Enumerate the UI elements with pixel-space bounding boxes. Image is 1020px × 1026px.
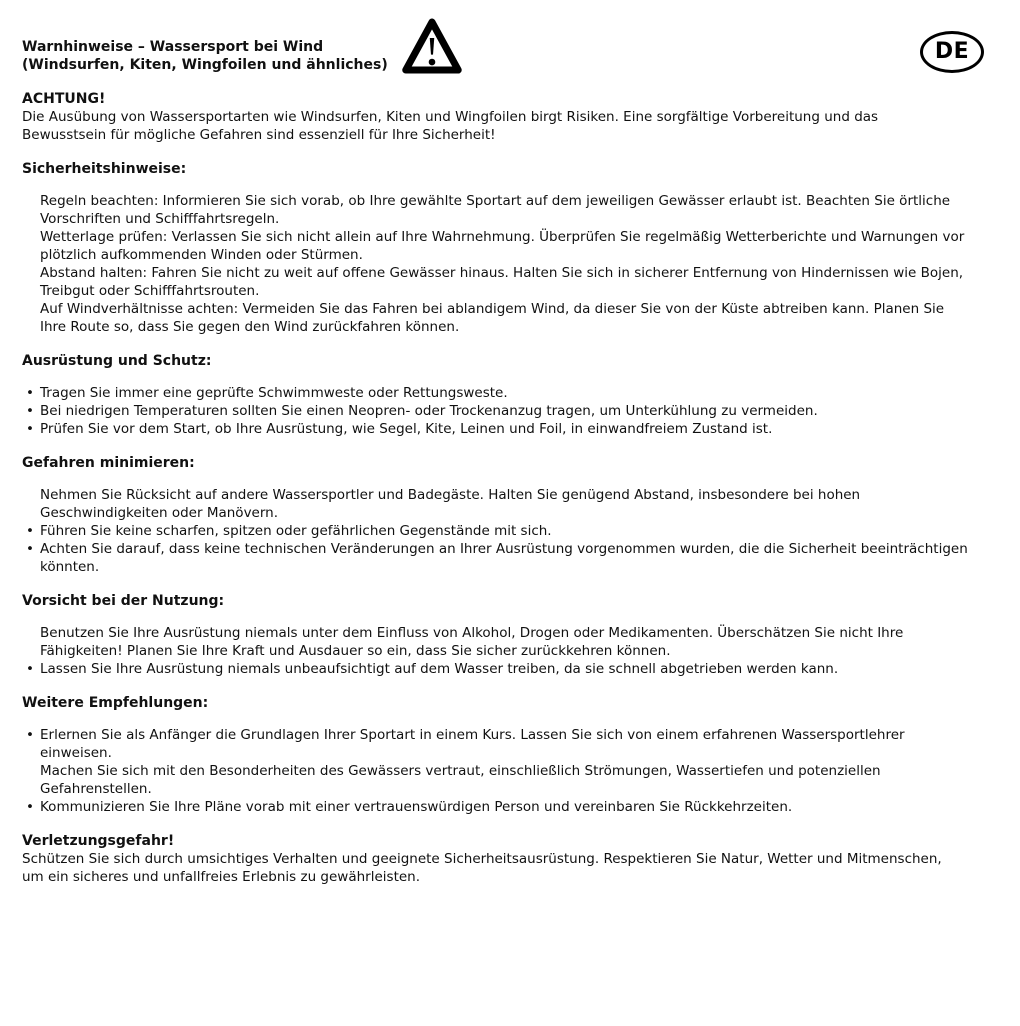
bullet-marker: • — [26, 385, 34, 401]
list-item — [22, 660, 974, 678]
section-heading: Vorsicht bei der Nutzung: — [22, 593, 225, 609]
bullet-marker: • — [26, 661, 34, 677]
list-item-text: Tragen Sie immer eine geprüfte Schwimmweste oder Rettungsweste. — [40, 385, 508, 401]
indented-paragraph: Benutzen Sie Ihre Ausrüstung niemals unter dem Einfluss von Alkohol, Drogen oder Medikamenten. Überschätzen Sie nicht Ihre Fähigkeiten! Planen Sie Ihre Kraft und Ausdauer so ein, dass Sie sicher zurückkehren können. — [40, 625, 904, 659]
section-achtung — [22, 90, 988, 144]
document-header — [22, 0, 988, 90]
section-heading: Verletzungsgefahr! — [22, 833, 175, 849]
language-badge — [920, 31, 984, 73]
section-vorsicht-bei-der-nutzung — [22, 592, 988, 678]
section-heading: Weitere Empfehlungen: — [22, 695, 209, 711]
section-heading: Gefahren minimieren: — [22, 455, 195, 471]
list-item — [22, 420, 974, 438]
title-line-1: Warnhinweise – Wassersport bei Wind — [22, 39, 324, 55]
indented-paragraph: Abstand halten: Fahren Sie nicht zu weit auf offene Gewässer hinaus. Halten Sie sich in sicherer Entfernung von Hindernissen wie Bojen, Treibgut oder Schifffahrtsrouten. — [40, 265, 964, 299]
title-line-2: (Windsurfen, Kiten, Wingfoilen und ähnliches) — [22, 57, 388, 73]
section-heading: Sicherheitshinweise: — [22, 161, 187, 177]
list-item — [22, 798, 974, 816]
bullet-marker: • — [26, 799, 34, 815]
bullet-marker: • — [26, 523, 34, 539]
section-sicherheitshinweise — [22, 160, 988, 336]
section-weitere-empfehlungen — [22, 694, 988, 816]
bullet-marker: • — [26, 727, 34, 743]
list-item-text: Bei niedrigen Temperaturen sollten Sie einen Neopren- oder Trockenanzug tragen, um Unterkühlung zu vermeiden. — [40, 403, 818, 419]
section-heading: Ausrüstung und Schutz: — [22, 353, 212, 369]
warning-triangle-icon — [400, 14, 464, 80]
language-badge-label: DE — [934, 39, 970, 64]
indented-paragraph: Nehmen Sie Rücksicht auf andere Wassersportler und Badegäste. Halten Sie genügend Abstand, insbesondere bei hohen Geschwindigkeiten oder Manövern. — [40, 487, 861, 521]
list-item — [22, 726, 974, 762]
bullet-marker: • — [26, 541, 34, 557]
list-item-text: Erlernen Sie als Anfänger die Grundlagen Ihrer Sportart in einem Kurs. Lassen Sie sich von einem erfahrenen Wassersportlehrer einweisen. — [40, 727, 905, 761]
section-verletzungsgefahr — [22, 832, 988, 886]
list-item — [22, 384, 974, 402]
section-heading: ACHTUNG! — [22, 91, 106, 107]
list-item-text: Prüfen Sie vor dem Start, ob Ihre Ausrüstung, wie Segel, Kite, Leinen und Foil, in einwandfreiem Zustand ist. — [40, 421, 773, 437]
list-item-text: Kommunizieren Sie Ihre Pläne vorab mit einer vertrauenswürdigen Person und vereinbaren Sie Rückkehrzeiten. — [40, 799, 793, 815]
indented-paragraph: Regeln beachten: Informieren Sie sich vorab, ob Ihre gewählte Sportart auf dem jeweiligen Gewässer erlaubt ist. Beachten Sie örtliche Vorschriften und Schifffahrtsregeln. — [40, 193, 951, 227]
bullet-marker: • — [26, 421, 34, 437]
list-item-text: Achten Sie darauf, dass keine technischen Veränderungen an Ihrer Ausrüstung vorgenommen wurden, die die Sicherheit beeinträchtigen könnten. — [40, 541, 968, 575]
list-item — [22, 402, 974, 420]
paragraph: Die Ausübung von Wassersportarten wie Windsurfen, Kiten und Wingfoilen birgt Risiken. Eine sorgfältige Vorbereitung und das Bewusstsein für mögliche Gefahren sind essenziell für Ihre Sicherheit! — [22, 109, 879, 143]
list-item — [22, 540, 974, 576]
paragraph: Schützen Sie sich durch umsichtiges Verhalten und geeignete Sicherheitsausrüstung. Respektieren Sie Natur, Wetter und Mitmenschen, um ein sicheres und unfallfreies Erlebnis zu gewährleisten. — [22, 851, 942, 885]
indented-paragraph: Auf Windverhältnisse achten: Vermeiden Sie das Fahren bei ablandigem Wind, da dieser Sie von der Küste abtreiben kann. Planen Sie Ihre Route so, dass Sie gegen den Wind zurückfahren können. — [40, 301, 945, 335]
indented-paragraph: Machen Sie sich mit den Besonderheiten des Gewässers vertraut, einschließlich Strömungen, Wassertiefen und potenziellen Gefahrenstellen. — [40, 763, 881, 797]
indented-paragraph: Wetterlage prüfen: Verlassen Sie sich nicht allein auf Ihre Wahrnehmung. Überprüfen Sie regelmäßig Wetterberichte und Warnungen vor plötzlich aufkommenden Winden oder Stürmen. — [40, 229, 965, 263]
list-item-text: Lassen Sie Ihre Ausrüstung niemals unbeaufsichtigt auf dem Wasser treiben, da sie schnell abgetrieben werden kann. — [40, 661, 839, 677]
bullet-marker: • — [26, 403, 34, 419]
page-title — [22, 38, 388, 74]
section-ausruestung-und-schutz — [22, 352, 988, 438]
list-item-text: Führen Sie keine scharfen, spitzen oder gefährlichen Gegenstände mit sich. — [40, 523, 552, 539]
list-item — [22, 522, 974, 540]
section-gefahren-minimieren — [22, 454, 988, 576]
